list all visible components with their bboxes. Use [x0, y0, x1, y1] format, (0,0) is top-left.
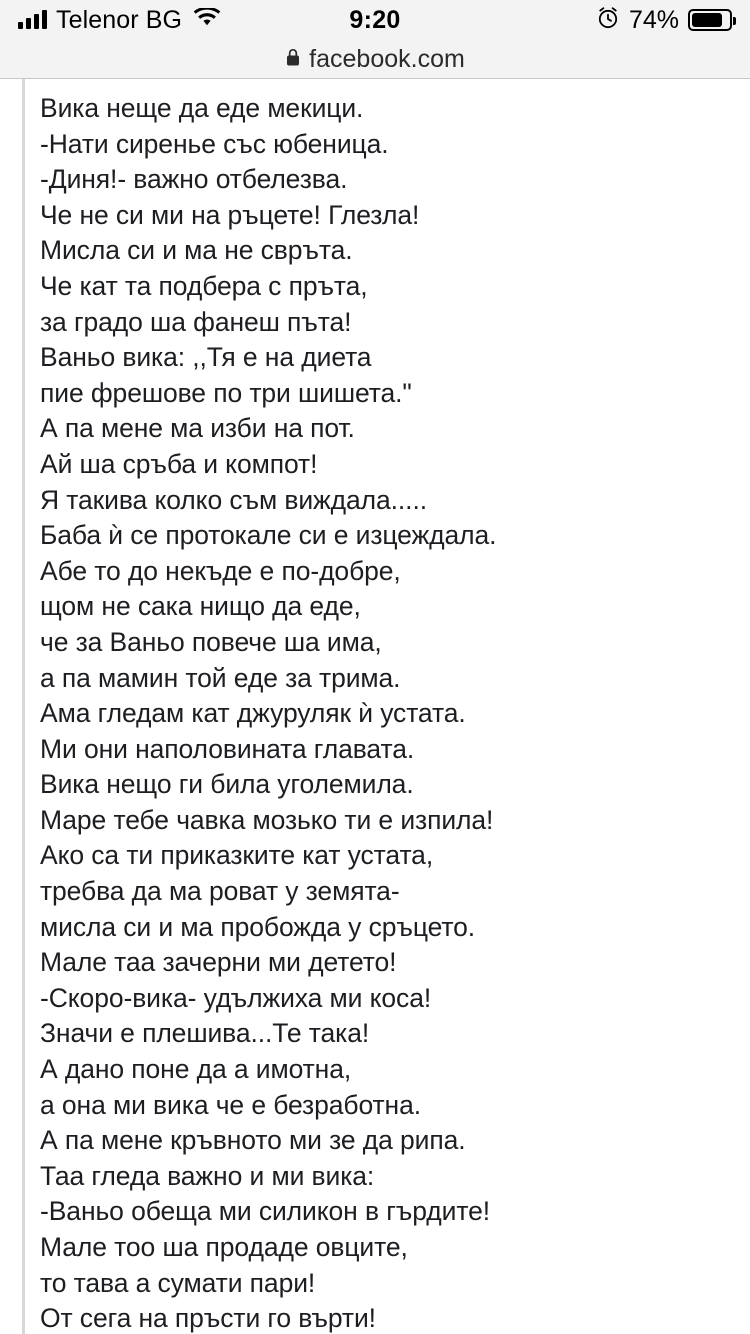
post-text-line: Вика неще да еде мекици. [40, 93, 364, 123]
post-text-line: а па мамин той еде за трима. [40, 662, 401, 693]
post-text-line: Мисла си и ма не свръта. [40, 235, 353, 266]
post-text-line: то тава а сумати пари! [40, 1267, 316, 1298]
post-text-line: Вика нещо ги била уголемила. [40, 769, 414, 800]
post-text-line: Ако са ти приказките кат устата, [40, 840, 434, 871]
post-text-line: Ай ша сръба и компот! [40, 448, 318, 479]
web-page-content [0, 79, 750, 1334]
post-text-line: Че кат та подбера с пръта, [40, 270, 368, 301]
post-text-line: -Нати сиренье със юбеница. [40, 128, 389, 159]
post-text-line: Мале таа зачерни ми детето! [40, 947, 397, 978]
url-label: facebook.com [309, 44, 465, 73]
scrollbar[interactable] [22, 79, 25, 1334]
post-text-line: А дано поне да а имотна, [40, 1054, 352, 1085]
cellular-signal-icon [18, 11, 47, 29]
post-text-line: -Ваньо обеща ми силикон в гърдите! [40, 1196, 490, 1227]
wifi-icon [193, 8, 221, 33]
post-text-line: Таа гледа важно и ми вика: [40, 1160, 375, 1191]
status-bar-right [596, 6, 732, 35]
battery-icon [688, 9, 732, 31]
post-text-line: Ми они наполовината главата. [40, 733, 415, 764]
post-text-line: Я такива колко съм виждала..... [40, 484, 427, 515]
post-text-line: мисла си и ма пробожда у сръцето. [40, 911, 476, 942]
post-text-line: Баба ѝ се протокале си е изцеждала. [40, 520, 497, 551]
post-text-line: Ама гледам кат джуруляк ѝ устата. [40, 698, 466, 729]
lock-icon [285, 47, 301, 72]
post-text-line: Маре тебе чавка мозько ти е изпила! [40, 804, 494, 835]
post-text-line: От сега на пръсти го върти! [40, 1303, 376, 1334]
alarm-clock-icon [596, 6, 620, 35]
post-text-line: Значи е плешива...Те така! [40, 1018, 370, 1049]
post-text-line: пие фрешове по три шишета." [40, 377, 412, 408]
post-text-line: Че не си ми на ръцете! Глезла! [40, 199, 420, 230]
post-text-line: а она ми вика че е безработна. [40, 1089, 421, 1120]
post-text-line: А па мене кръвното ми зе да рипа. [40, 1125, 466, 1156]
post-text-line: за градо ша фанеш пъта! [40, 306, 352, 337]
battery-percent-label: 74% [628, 5, 679, 34]
post-text-line: Ваньо вика: ,,Тя е на диета [40, 342, 372, 373]
carrier-label: Telenor BG [56, 5, 183, 34]
browser-url-bar[interactable] [0, 40, 750, 79]
post-text-line: щом не сака нищо да еде, [40, 591, 361, 622]
post-text-line: че за Ваньо повече ша има, [40, 626, 382, 657]
post-text-line: -Диня!- важно отбелезва. [40, 164, 348, 195]
post-text-line: требва да ма роват у земята- [40, 876, 400, 907]
post-text-line: Абе то до некъде е по-добре, [40, 555, 401, 586]
post-text-line: А па мене ма изби на пот. [40, 413, 355, 444]
post-text-line: -Скоро-вика- удължиха ми коса! [40, 982, 432, 1013]
status-bar [0, 0, 750, 40]
post-text-body [0, 79, 750, 1334]
status-bar-left [18, 6, 221, 35]
post-text-line: Мале тоо ша продаде овците, [40, 1232, 408, 1262]
clock-label: 9:20 [349, 5, 401, 34]
